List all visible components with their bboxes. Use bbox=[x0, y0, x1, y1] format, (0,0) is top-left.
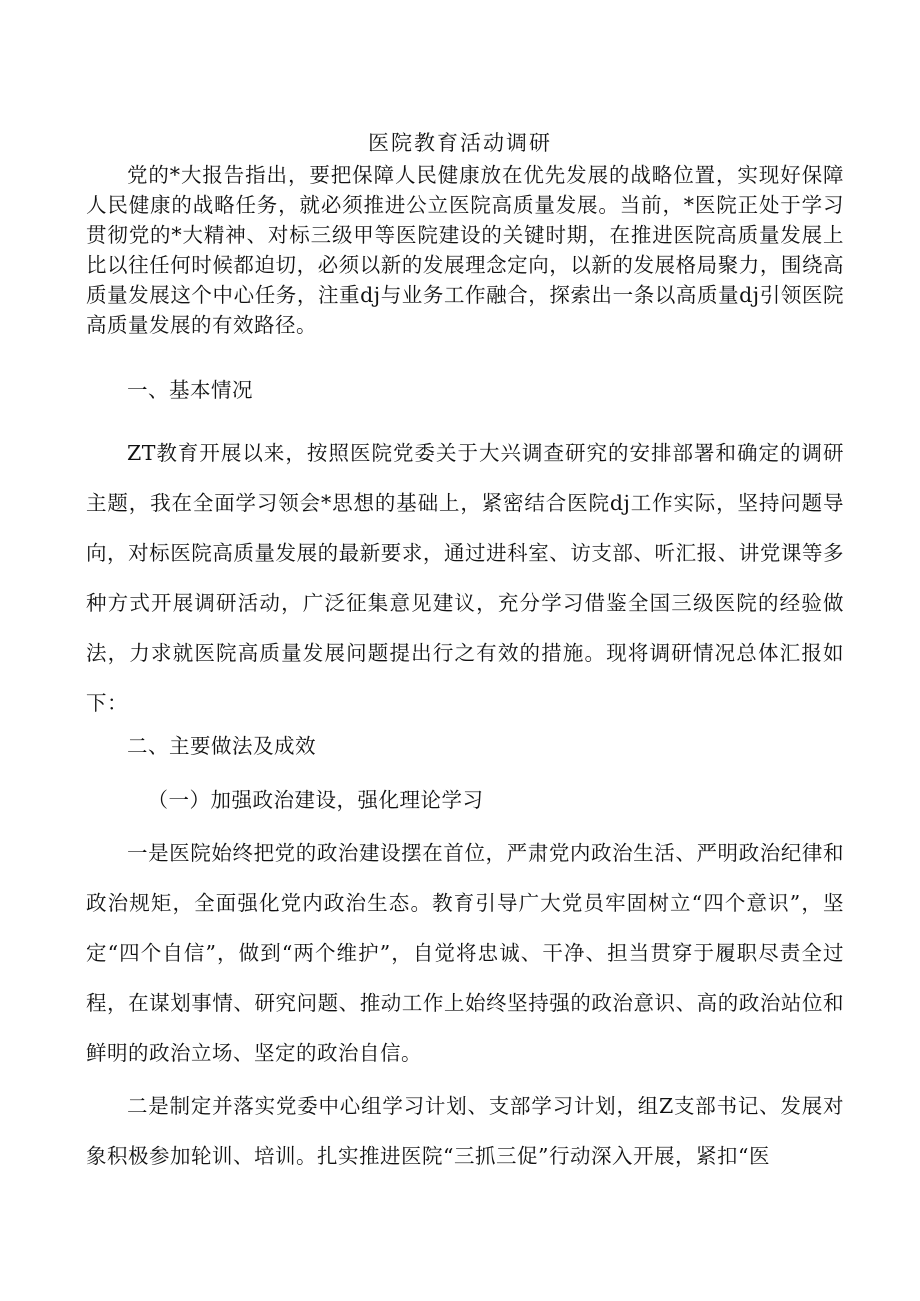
section-heading-basic-situation: 一、基本情况 bbox=[127, 378, 253, 402]
section-heading-main-practices: 二、主要做法及成效 bbox=[127, 734, 316, 758]
intro-paragraph: 党的*大报告指出，要把保障人民健康放在优先发展的战略位置，实现好保障人民健康的战略任务，就必须推进公立医院高质量发展。当前，*医院正处于学习贯彻党的*大精神、对标三级甲等医院建设的关键时期，在推进医院高质量发展上比以往任何时候都迫切，必须以新的发展理念定向，以新的发展格局聚力，围绕高质量发展这个中心任务，注重dj与业务工作融合，探索出一条以高质量dj引领医院高质量发展的有效路径。 bbox=[86, 163, 844, 337]
point-one-paragraph: 一是医院始终把党的政治建设摆在首位，严肃党内政治生活、严明政治纪律和政治规矩，全面强化党内政治生态。教育引导广大党员牢固树立“四个意识”，坚定“四个自信”，做到“两个维护”，自觉将忠诚、干净、担当贯穿于履职尽责全过程，在谋划事情、研究问题、推动工作上始终坚持强的政治意识、高的政治站位和鲜明的政治立场、坚定的政治自信。 bbox=[86, 841, 844, 1065]
subsection-heading-political-building: （一）加强政治建设，强化理论学习 bbox=[147, 788, 484, 812]
point-two-paragraph: 二是制定并落实党委中心组学习计划、支部学习计划，组Z支部书记、发展对象积极参加轮训、培训。扎实推进医院“三抓三促”行动深入开展，紧扣“医 bbox=[86, 1094, 844, 1168]
basic-situation-paragraph: ZT教育开展以来，按照医院党委关于大兴调查研究的安排部署和确定的调研主题，我在全面学习领会*思想的基础上，紧密结合医院dj工作实际，坚持问题导向，对标医院高质量发展的最新要求，通过进科室、访支部、听汇报、讲党课等多种方式开展调研活动，广泛征集意见建议，充分学习借鉴全国三级医院的经验做法，力求就医院高质量发展问题提出行之有效的措施。现将调研情况总体汇报如下： bbox=[86, 441, 844, 715]
document-title: 医院教育活动调研 bbox=[368, 131, 552, 155]
